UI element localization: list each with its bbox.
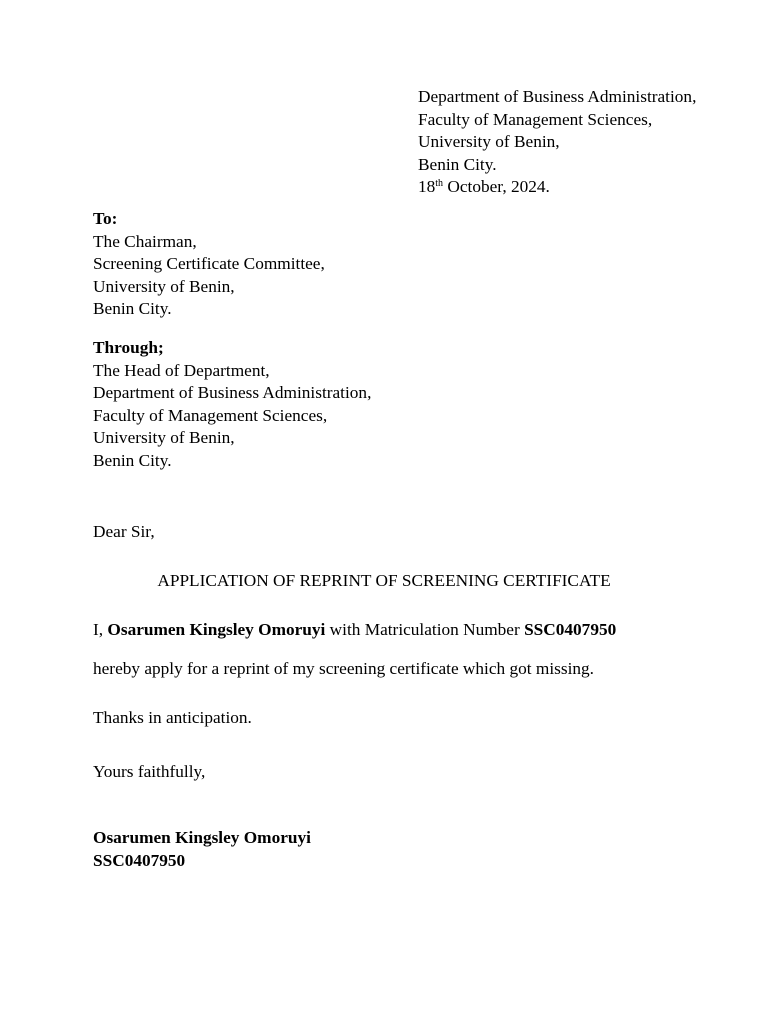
letter-subject: APPLICATION OF REPRINT OF SCREENING CERTIFICATE [157, 571, 611, 590]
date-ordinal-suffix: th [435, 178, 444, 189]
salutation: Dear Sir, [93, 522, 155, 541]
recipient-line: Benin City. [93, 299, 172, 318]
signature-matric: SSC0407950 [93, 850, 186, 870]
body-middle: with Matriculation Number [325, 620, 525, 639]
sender-city: Benin City. [418, 154, 497, 174]
recipient-line: The Chairman, [93, 231, 197, 251]
through-address [93, 337, 371, 472]
through-line: Benin City. [93, 450, 172, 470]
through-line: Faculty of Management Sciences, [93, 405, 328, 425]
recipient-heading: To: [93, 209, 118, 228]
letter-date [418, 176, 696, 199]
applicant-name: Osarumen Kingsley Omoruyi [107, 620, 326, 639]
through-heading: Through; [93, 338, 164, 357]
signature-block [93, 827, 311, 872]
matric-number: SSC0407950 [524, 620, 617, 639]
date-month-year: October, 2024. [443, 177, 550, 196]
body-prefix: I, [93, 620, 108, 639]
sender-university: University of Benin, [418, 132, 560, 151]
sender-address [418, 86, 696, 199]
recipient-address [93, 208, 325, 321]
date-day: 18 [418, 177, 436, 196]
sender-department: Department of Business Administration, [418, 87, 697, 106]
through-line: Department of Business Administration, [93, 383, 372, 402]
thanks-line: Thanks in anticipation. [93, 708, 252, 727]
through-line: University of Benin, [93, 428, 235, 447]
signature-name: Osarumen Kingsley Omoruyi [93, 828, 311, 847]
recipient-line: University of Benin, [93, 276, 235, 296]
recipient-line: Screening Certificate Committee, [93, 254, 325, 273]
body-paragraph-line1 [93, 619, 616, 642]
body-paragraph-line2: hereby apply for a reprint of my screening certificate which got missing. [93, 659, 594, 678]
sender-faculty: Faculty of Management Sciences, [418, 109, 653, 129]
closing-line: Yours faithfully, [93, 762, 206, 781]
through-line: The Head of Department, [93, 360, 270, 380]
